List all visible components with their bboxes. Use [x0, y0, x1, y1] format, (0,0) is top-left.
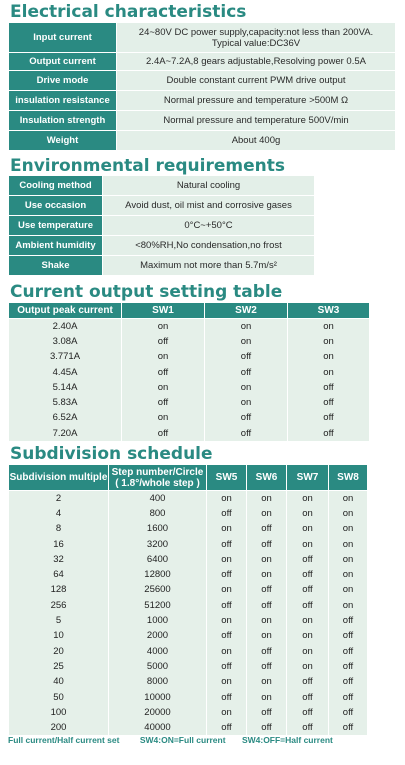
subdivision-row	[9, 720, 368, 735]
subdivision-cell: off	[287, 582, 329, 597]
electrical-value: Normal pressure and temperature 500V/min	[117, 111, 396, 131]
subdivision-cell: 100	[9, 705, 109, 720]
current-cell: off	[205, 349, 288, 364]
environment-label: Cooling method	[9, 176, 103, 196]
subdivision-cell: on	[329, 491, 368, 506]
current-cell: 7.20A	[9, 426, 122, 441]
subdivision-cell: on	[247, 674, 287, 689]
current-row	[9, 334, 370, 349]
current-cell: off	[122, 426, 205, 441]
subdivision-cell: off	[207, 506, 247, 521]
subdivision-cell: on	[207, 643, 247, 658]
environment-title: Environmental requirements	[10, 156, 285, 176]
subdivision-cell: on	[247, 552, 287, 567]
subdivision-cell: 25600	[109, 582, 207, 597]
subdivision-cell: off	[247, 643, 287, 658]
subdivision-cell: 1000	[109, 613, 207, 628]
electrical-label: Weight	[9, 131, 117, 151]
subdivision-header-cell: SW7	[287, 465, 329, 491]
subdivision-cell: 5	[9, 613, 109, 628]
subdivision-cell: on	[247, 613, 287, 628]
subdivision-cell: off	[287, 674, 329, 689]
subdivision-cell: off	[207, 598, 247, 613]
subdivision-cell: on	[329, 598, 368, 613]
subdivision-cell: on	[247, 506, 287, 521]
electrical-row	[9, 131, 396, 151]
subdivision-row	[9, 705, 368, 720]
subdivision-cell: off	[207, 689, 247, 704]
subdivision-cell: off	[247, 598, 287, 613]
environment-value: Maximum not more than 5.7m/s²	[103, 256, 315, 276]
subdivision-cell: 20	[9, 643, 109, 658]
subdivision-cell: on	[287, 643, 329, 658]
footnote-on: SW4:ON=Full current	[139, 735, 226, 745]
current-header-cell: Output peak current	[9, 303, 122, 319]
subdivision-cell: on	[207, 674, 247, 689]
subdivision-cell: 10000	[109, 689, 207, 704]
subdivision-cell: off	[329, 689, 368, 704]
subdivision-cell: on	[207, 521, 247, 536]
subdivision-cell: off	[207, 536, 247, 551]
current-row	[9, 426, 370, 441]
footnote-off: SW4:OFF=Half current	[241, 735, 333, 745]
current-row	[9, 410, 370, 425]
subdivision-cell: off	[207, 628, 247, 643]
subdivision-row	[9, 689, 368, 704]
subdivision-cell: 4000	[109, 643, 207, 658]
subdivision-cell: on	[287, 659, 329, 674]
subdivision-cell: on	[329, 552, 368, 567]
subdivision-cell: 800	[109, 506, 207, 521]
environment-label: Use occasion	[9, 196, 103, 216]
current-cell: 5.83A	[9, 395, 122, 410]
electrical-label: Input current	[9, 23, 117, 53]
current-cell: off	[205, 410, 288, 425]
subdivision-cell: 2	[9, 491, 109, 506]
subdivision-cell: 128	[9, 582, 109, 597]
subdivision-cell: off	[329, 659, 368, 674]
current-cell: on	[205, 380, 288, 395]
subdivision-cell: 50	[9, 689, 109, 704]
environment-label: Ambient humidity	[9, 236, 103, 256]
subdivision-cell: 200	[9, 720, 109, 735]
subdivision-cell: 40	[9, 674, 109, 689]
current-cell: off	[122, 364, 205, 379]
subdivision-cell: 256	[9, 598, 109, 613]
subdivision-cell: on	[287, 628, 329, 643]
current-cell: on	[288, 349, 370, 364]
subdivision-cell: off	[287, 552, 329, 567]
subdivision-row	[9, 582, 368, 597]
electrical-value: Double constant current PWM drive output	[117, 71, 396, 91]
electrical-row	[9, 71, 396, 91]
subdivision-cell: 64	[9, 567, 109, 582]
current-cell: off	[205, 364, 288, 379]
footnote-label: Full current/Half current set	[8, 735, 120, 745]
current-cell: on	[205, 319, 288, 334]
electrical-value: 2.4A~7.2A,8 gears adjustable,Resolving power 0.5A	[117, 53, 396, 71]
environment-value: Avoid dust, oil mist and corrosive gases	[103, 196, 315, 216]
subdivision-header-cell: SW6	[247, 465, 287, 491]
subdivision-cell: 25	[9, 659, 109, 674]
subdivision-row	[9, 521, 368, 536]
subdivision-table	[8, 464, 368, 735]
subdivision-cell: 8	[9, 521, 109, 536]
current-row	[9, 364, 370, 379]
current-cell: on	[122, 349, 205, 364]
electrical-label: Drive mode	[9, 71, 117, 91]
subdivision-cell: 40000	[109, 720, 207, 735]
subdivision-cell: on	[329, 582, 368, 597]
subdivision-cell: off	[329, 705, 368, 720]
electrical-row	[9, 53, 396, 71]
subdivision-row	[9, 659, 368, 674]
subdivision-cell: off	[329, 643, 368, 658]
electrical-value: Normal pressure and temperature >500M Ω	[117, 91, 396, 111]
electrical-row	[9, 23, 396, 53]
subdivision-cell: 32	[9, 552, 109, 567]
subdivision-cell: 3200	[109, 536, 207, 551]
subdivision-cell: off	[247, 521, 287, 536]
current-header-cell: SW1	[122, 303, 205, 319]
subdivision-cell: off	[329, 628, 368, 643]
electrical-value: 24~80V DC power supply,capacity:not less than 200VA. Typical value:DC36V	[117, 23, 396, 53]
subdivision-cell: 5000	[109, 659, 207, 674]
subdivision-header-cell: Step number/Circle ( 1.8°/whole step )	[109, 465, 207, 491]
environment-value: 0°C~+50°C	[103, 216, 315, 236]
subdivision-cell: 4	[9, 506, 109, 521]
subdivision-title: Subdivision schedule	[10, 444, 213, 464]
current-row	[9, 319, 370, 334]
subdivision-row	[9, 506, 368, 521]
subdivision-header-cell: Subdivision multiple	[9, 465, 109, 491]
subdivision-cell: 6400	[109, 552, 207, 567]
current-cell: on	[122, 410, 205, 425]
electrical-label: insulation resistance	[9, 91, 117, 111]
subdivision-header-cell: SW5	[207, 465, 247, 491]
environment-value: Natural cooling	[103, 176, 315, 196]
environment-row	[9, 256, 315, 276]
subdivision-cell: 10	[9, 628, 109, 643]
subdivision-cell: off	[247, 659, 287, 674]
current-cell: on	[205, 395, 288, 410]
subdivision-cell: 400	[109, 491, 207, 506]
current-cell: off	[205, 426, 288, 441]
subdivision-cell: on	[287, 491, 329, 506]
subdivision-cell: 16	[9, 536, 109, 551]
subdivision-cell: on	[287, 506, 329, 521]
current-cell: 6.52A	[9, 410, 122, 425]
subdivision-cell: on	[207, 582, 247, 597]
subdivision-cell: 12800	[109, 567, 207, 582]
current-table-title: Current output setting table	[10, 282, 283, 302]
subdivision-cell: off	[329, 720, 368, 735]
subdivision-cell: on	[207, 491, 247, 506]
current-cell: off	[288, 395, 370, 410]
current-cell: off	[122, 334, 205, 349]
subdivision-cell: on	[329, 536, 368, 551]
subdivision-cell: off	[207, 720, 247, 735]
subdivision-cell: off	[247, 582, 287, 597]
electrical-label: Insulation strength	[9, 111, 117, 131]
environment-row	[9, 176, 315, 196]
subdivision-cell: off	[247, 720, 287, 735]
environment-row	[9, 236, 315, 256]
current-cell: 3.771A	[9, 349, 122, 364]
subdivision-row	[9, 598, 368, 613]
current-header-cell: SW2	[205, 303, 288, 319]
subdivision-cell: off	[287, 567, 329, 582]
subdivision-cell: on	[247, 567, 287, 582]
subdivision-cell: off	[329, 674, 368, 689]
electrical-table	[8, 22, 396, 151]
subdivision-cell: on	[247, 491, 287, 506]
subdivision-cell: on	[207, 613, 247, 628]
subdivision-cell: off	[287, 720, 329, 735]
subdivision-row	[9, 491, 368, 506]
subdivision-cell: off	[329, 613, 368, 628]
current-cell: on	[288, 319, 370, 334]
electrical-label: Output current	[9, 53, 117, 71]
subdivision-cell: off	[207, 567, 247, 582]
current-row	[9, 349, 370, 364]
subdivision-cell: 1600	[109, 521, 207, 536]
environment-value: <80%RH,No condensation,no frost	[103, 236, 315, 256]
subdivision-cell: on	[329, 521, 368, 536]
subdivision-cell: 8000	[109, 674, 207, 689]
current-cell: 5.14A	[9, 380, 122, 395]
environment-table	[8, 175, 315, 276]
subdivision-row	[9, 643, 368, 658]
subdivision-cell: 51200	[109, 598, 207, 613]
current-cell: on	[288, 364, 370, 379]
current-cell: off	[288, 380, 370, 395]
current-cell: 3.08A	[9, 334, 122, 349]
current-cell: off	[288, 410, 370, 425]
environment-row	[9, 216, 315, 236]
subdivision-cell: 20000	[109, 705, 207, 720]
current-header-cell: SW3	[288, 303, 370, 319]
subdivision-row	[9, 628, 368, 643]
subdivision-header-row	[9, 465, 368, 491]
subdivision-cell: on	[329, 506, 368, 521]
current-cell: on	[122, 380, 205, 395]
current-cell: on	[288, 334, 370, 349]
environment-row	[9, 196, 315, 216]
environment-label: Use temperature	[9, 216, 103, 236]
subdivision-row	[9, 552, 368, 567]
subdivision-cell: on	[329, 567, 368, 582]
subdivision-cell: on	[287, 521, 329, 536]
subdivision-cell: 2000	[109, 628, 207, 643]
current-row	[9, 395, 370, 410]
current-header-row	[9, 303, 370, 319]
current-cell: on	[122, 319, 205, 334]
footnote	[8, 735, 333, 745]
current-cell: 4.45A	[9, 364, 122, 379]
current-setting-table	[8, 302, 370, 441]
subdivision-cell: on	[287, 613, 329, 628]
subdivision-cell: off	[247, 705, 287, 720]
current-cell: off	[288, 426, 370, 441]
electrical-row	[9, 91, 396, 111]
current-cell: off	[122, 395, 205, 410]
subdivision-cell: off	[287, 705, 329, 720]
subdivision-cell: off	[207, 659, 247, 674]
subdivision-cell: on	[207, 705, 247, 720]
subdivision-row	[9, 613, 368, 628]
subdivision-cell: off	[247, 536, 287, 551]
subdivision-cell: on	[287, 536, 329, 551]
electrical-value: About 400g	[117, 131, 396, 151]
current-cell: 2.40A	[9, 319, 122, 334]
subdivision-cell: off	[287, 598, 329, 613]
subdivision-row	[9, 536, 368, 551]
electrical-row	[9, 111, 396, 131]
subdivision-header-cell: SW8	[329, 465, 368, 491]
subdivision-row	[9, 674, 368, 689]
current-cell: on	[205, 334, 288, 349]
subdivision-row	[9, 567, 368, 582]
subdivision-cell: off	[287, 689, 329, 704]
subdivision-cell: on	[207, 552, 247, 567]
current-row	[9, 380, 370, 395]
environment-label: Shake	[9, 256, 103, 276]
subdivision-cell: on	[247, 628, 287, 643]
electrical-title: Electrical characteristics	[10, 2, 247, 22]
subdivision-cell: on	[247, 689, 287, 704]
